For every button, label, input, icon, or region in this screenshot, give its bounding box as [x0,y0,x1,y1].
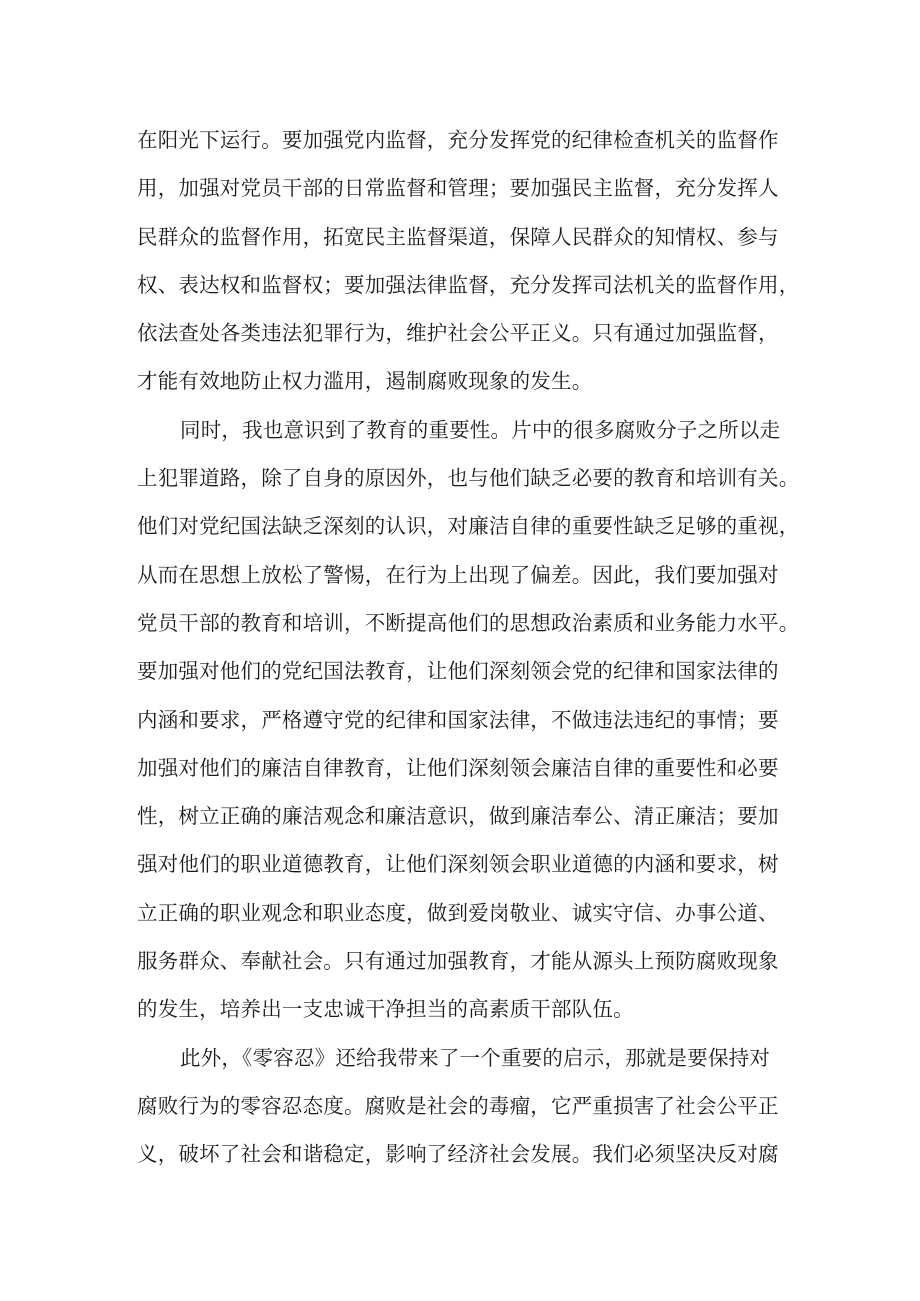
text-line: 民群众的监督作用，拓宽民主监督渠道，保障人民群众的知情权、参与 [137,224,779,249]
text-line: 依法查处各类违法犯罪行为，维护社会公平正义。只有通过加强监督， [137,321,779,346]
text-line: 在阳光下运行。要加强党内监督，充分发挥党的纪律检查机关的监督作 [137,128,779,152]
text-line: 加强对他们的廉洁自律教育，让他们深刻领会廉洁自律的重要性和必要 [137,755,779,780]
text-line: 此外，《零容忍》还给我带来了一个重要的启示，那就是要保持对 [180,1045,771,1070]
text-line: 权、表达权和监督权；要加强法律监督，充分发挥司法机关的监督作用， [137,272,800,297]
text-line: 同时，我也意识到了教育的重要性。片中的很多腐败分子之所以走 [180,417,781,442]
paragraph-supervision [137,116,800,406]
text-line: 服务群众、奉献社会。只有通过加强教育，才能从源头上预防腐败现象 [137,949,779,974]
text-line: 内涵和要求，严格遵守党的纪律和国家法律，不做违法违纪的事情；要 [137,707,779,732]
paragraph-education [137,406,800,1034]
text-line: 的发生，培养出一支忠诚干净担当的高素质干部队伍。 [137,997,634,1022]
text-line: 立正确的职业观念和职业态度，做到爱岗敬业、诚实守信、办事公道、 [137,900,779,925]
text-line: 义，破坏了社会和谐稳定，影响了经济社会发展。我们必须坚决反对腐 [137,1142,779,1167]
text-line: 从而在思想上放松了警惕，在行为上出现了偏差。因此，我们要加强对 [137,562,779,587]
paragraph-zero-tolerance [137,1034,777,1179]
text-line: 要加强对他们的党纪国法教育，让他们深刻领会党的纪律和国家法律的 [137,659,779,684]
text-line: 用，加强对党员干部的日常监督和管理；要加强民主监督，充分发挥人 [137,176,779,201]
text-line: 腐败行为的零容忍态度。腐败是社会的毒瘤，它严重损害了社会公平正 [137,1093,779,1118]
text-line: 强对他们的职业道德教育，让他们深刻领会职业道德的内涵和要求，树 [137,852,779,877]
text-line: 才能有效地防止权力滥用，遏制腐败现象的发生。 [137,369,593,394]
text-line: 性，树立正确的廉洁观念和廉洁意识，做到廉洁奉公、清正廉洁；要加 [137,804,779,829]
text-line: 党员干部的教育和培训，不断提高他们的思想政治素质和业务能力水平。 [137,610,800,635]
text-line: 上犯罪道路，除了自身的原因外，也与他们缺乏必要的教育和培训有关。 [137,466,800,491]
text-line: 他们对党纪国法缺乏深刻的认识，对廉洁自律的重要性缺乏足够的重视， [137,514,800,539]
